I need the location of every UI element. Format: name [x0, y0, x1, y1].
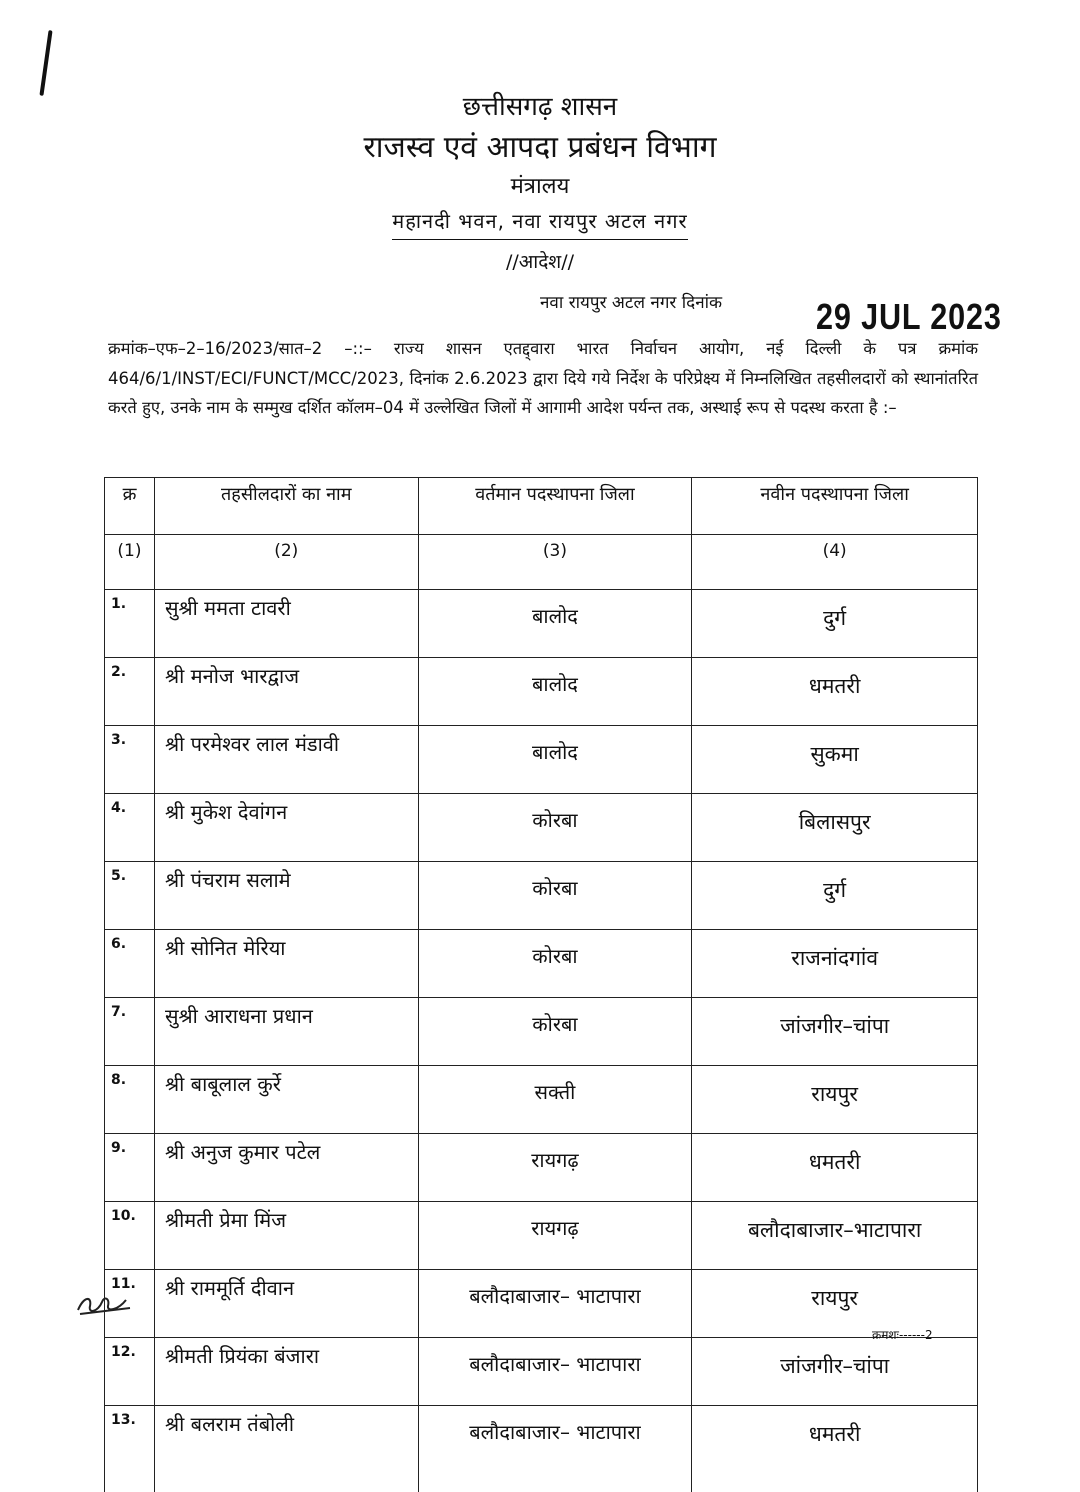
officer-name: श्री सोनित मेरिया	[154, 930, 418, 998]
date-stamp: 29 JUL 2023	[816, 296, 1002, 338]
new-district: जांजगीर–चांपा	[692, 998, 978, 1066]
row-serial: 10.	[105, 1202, 155, 1270]
table-header-row	[105, 478, 978, 535]
col-number: (2)	[154, 535, 418, 590]
row-serial: 11.	[105, 1270, 155, 1338]
column-number-row	[105, 535, 978, 590]
row-serial: 3.	[105, 726, 155, 794]
officer-name: श्री अनुज कुमार पटेल	[154, 1134, 418, 1202]
transfer-table	[104, 477, 978, 1492]
order-title: //आदेश//	[0, 248, 1080, 274]
table-row	[105, 1066, 978, 1134]
table-row	[105, 658, 978, 726]
current-district: बलौदाबाजार– भाटापारा	[418, 1338, 692, 1406]
officer-name: श्री परमेश्वर लाल मंडावी	[154, 726, 418, 794]
current-district: बलौदाबाजार– भाटापारा	[418, 1406, 692, 1492]
row-serial: 4.	[105, 794, 155, 862]
govt-name: छत्तीसगढ़ शासन	[0, 88, 1080, 126]
officer-name: श्रीमती प्रेमा मिंज	[154, 1202, 418, 1270]
continued-marker: क्रमशः------2	[872, 1326, 933, 1343]
new-district: बिलासपुर	[692, 794, 978, 862]
place-date-label: नवा रायपुर अटल नगर दिनांक	[540, 290, 722, 313]
row-serial: 1.	[105, 590, 155, 658]
header-serial: क्र	[105, 478, 155, 535]
row-serial: 5.	[105, 862, 155, 930]
current-district: बलौदाबाजार– भाटापारा	[418, 1270, 692, 1338]
col-number: (3)	[418, 535, 692, 590]
officer-name: श्री पंचराम सलामे	[154, 862, 418, 930]
table-row	[105, 930, 978, 998]
row-serial: 12.	[105, 1338, 155, 1406]
officer-name: श्रीमती प्रियंका बंजारा	[154, 1338, 418, 1406]
new-district: जांजगीर–चांपा	[692, 1338, 978, 1406]
officer-name: सुश्री आराधना प्रधान	[154, 998, 418, 1066]
officer-name: श्री मनोज भारद्वाज	[154, 658, 418, 726]
table-row	[105, 794, 978, 862]
table-row	[105, 1338, 978, 1406]
row-serial: 2.	[105, 658, 155, 726]
current-district: बालोद	[418, 726, 692, 794]
col-number: (1)	[105, 535, 155, 590]
officer-name: श्री बाबूलाल कुर्रे	[154, 1066, 418, 1134]
department-name: राजस्व एवं आपदा प्रबंधन विभाग	[0, 126, 1080, 170]
row-serial: 8.	[105, 1066, 155, 1134]
new-district: सुकमा	[692, 726, 978, 794]
ministry-name: मंत्रालय	[0, 170, 1080, 204]
current-district: कोरबा	[418, 930, 692, 998]
current-district: सक्ती	[418, 1066, 692, 1134]
new-district: धमतरी	[692, 658, 978, 726]
pen-stroke-mark	[39, 30, 52, 96]
table-row	[105, 1202, 978, 1270]
new-district: धमतरी	[692, 1134, 978, 1202]
table-row	[105, 998, 978, 1066]
current-district: रायगढ़	[418, 1202, 692, 1270]
row-serial: 7.	[105, 998, 155, 1066]
new-district: दुर्ग	[692, 590, 978, 658]
new-district: रायपुर	[692, 1066, 978, 1134]
current-district: कोरबा	[418, 794, 692, 862]
table-row	[105, 1270, 978, 1338]
header-name: तहसीलदारों का नाम	[154, 478, 418, 535]
row-serial: 9.	[105, 1134, 155, 1202]
current-district: रायगढ़	[418, 1134, 692, 1202]
header-current-district: वर्तमान पदस्थापना जिला	[418, 478, 692, 535]
initials-signature	[74, 1288, 134, 1318]
current-district: बालोद	[418, 658, 692, 726]
current-district: कोरबा	[418, 862, 692, 930]
new-district: राजनांदगांव	[692, 930, 978, 998]
current-district: कोरबा	[418, 998, 692, 1066]
officer-name: श्री मुकेश देवांगन	[154, 794, 418, 862]
table-row	[105, 726, 978, 794]
new-district: बलौदाबाजार–भाटापारा	[692, 1202, 978, 1270]
office-address: महानदी भवन, नवा रायपुर अटल नगर	[392, 204, 687, 240]
header-new-district: नवीन पदस्थापना जिला	[692, 478, 978, 535]
new-district: धमतरी	[692, 1406, 978, 1492]
letterhead	[0, 88, 1080, 240]
table-row	[105, 1134, 978, 1202]
row-serial: 6.	[105, 930, 155, 998]
table-row	[105, 590, 978, 658]
officer-name: श्री राममूर्ति दीवान	[154, 1270, 418, 1338]
current-district: बालोद	[418, 590, 692, 658]
col-number: (4)	[692, 535, 978, 590]
new-district: रायपुर	[692, 1270, 978, 1338]
officer-name: सुश्री ममता टावरी	[154, 590, 418, 658]
order-paragraph: क्रमांक–एफ–2–16/2023/सात–2 –::– राज्य शासन एतद्द्वारा भारत निर्वाचन आयोग, नई दिल्ली के पत्र क्रमांक 464/6/1/INST/ECI/FUNCT/MCC/2023, दिनांक 2.6.2023 द्वारा दिये गये निर्देश के परिप्रेक्ष्य में निम्नलिखित तहसीलदारों को स्थानांतरित करते हुए, उनके नाम के सम्मुख दर्शित कॉलम–04 में उल्लेखित जिलों में आगामी आदेश पर्यन्त तक, अस्थाई रूप से पदस्थ करता है :–	[108, 334, 978, 423]
table-row	[105, 1406, 978, 1492]
table-row	[105, 862, 978, 930]
officer-name: श्री बलराम तंबोली	[154, 1406, 418, 1492]
new-district: दुर्ग	[692, 862, 978, 930]
row-serial: 13.	[105, 1406, 155, 1492]
